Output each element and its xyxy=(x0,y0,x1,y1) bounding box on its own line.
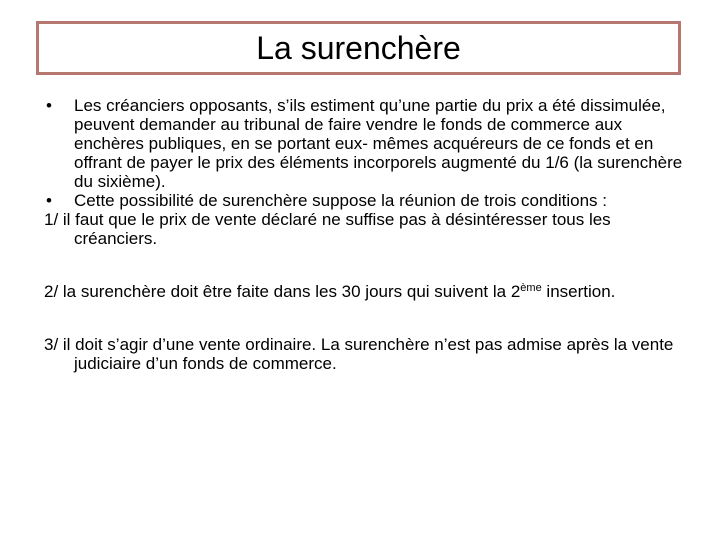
bullet-icon: • xyxy=(46,191,52,210)
bullet-text: Cette possibilité de surenchère suppose la réunion de trois conditions : xyxy=(74,191,607,210)
condition-3: 3/ il doit s’agir d’une vente ordinaire. La surenchère n’est pas admise après la vente judiciaire d’un fonds de commerce. xyxy=(44,335,674,373)
bullet-text: Les créanciers opposants, s’ils estiment qu’une partie du prix a été dissimulée, peuvent demander au tribunal de faire vendre le fonds de commerce aux enchères publiques, en se portant eux- mêmes acquéreurs de ce fonds et en offrant de payer le prix des éléments incorporels augmenté du 1/6 (la surenchère du sixième). xyxy=(74,96,683,191)
spacer xyxy=(44,248,684,282)
bullet-icon: • xyxy=(46,96,52,115)
title-box xyxy=(36,21,681,75)
superscript: ème xyxy=(520,282,542,294)
slide-body xyxy=(44,96,684,373)
slide-title: La surenchère xyxy=(256,30,461,66)
spacer xyxy=(44,301,684,335)
condition-1: 1/ il faut que le prix de vente déclaré ne suffise pas à désintéresser tous les créanciers. xyxy=(44,210,611,248)
condition-2-text: 2/ la surenchère doit être faite dans les 30 jours qui suivent la 2 xyxy=(44,282,521,301)
condition-2 xyxy=(44,282,684,301)
bullet-item xyxy=(44,96,684,191)
condition-2-text-end: insertion. xyxy=(541,282,616,301)
bullet-item xyxy=(44,191,684,210)
